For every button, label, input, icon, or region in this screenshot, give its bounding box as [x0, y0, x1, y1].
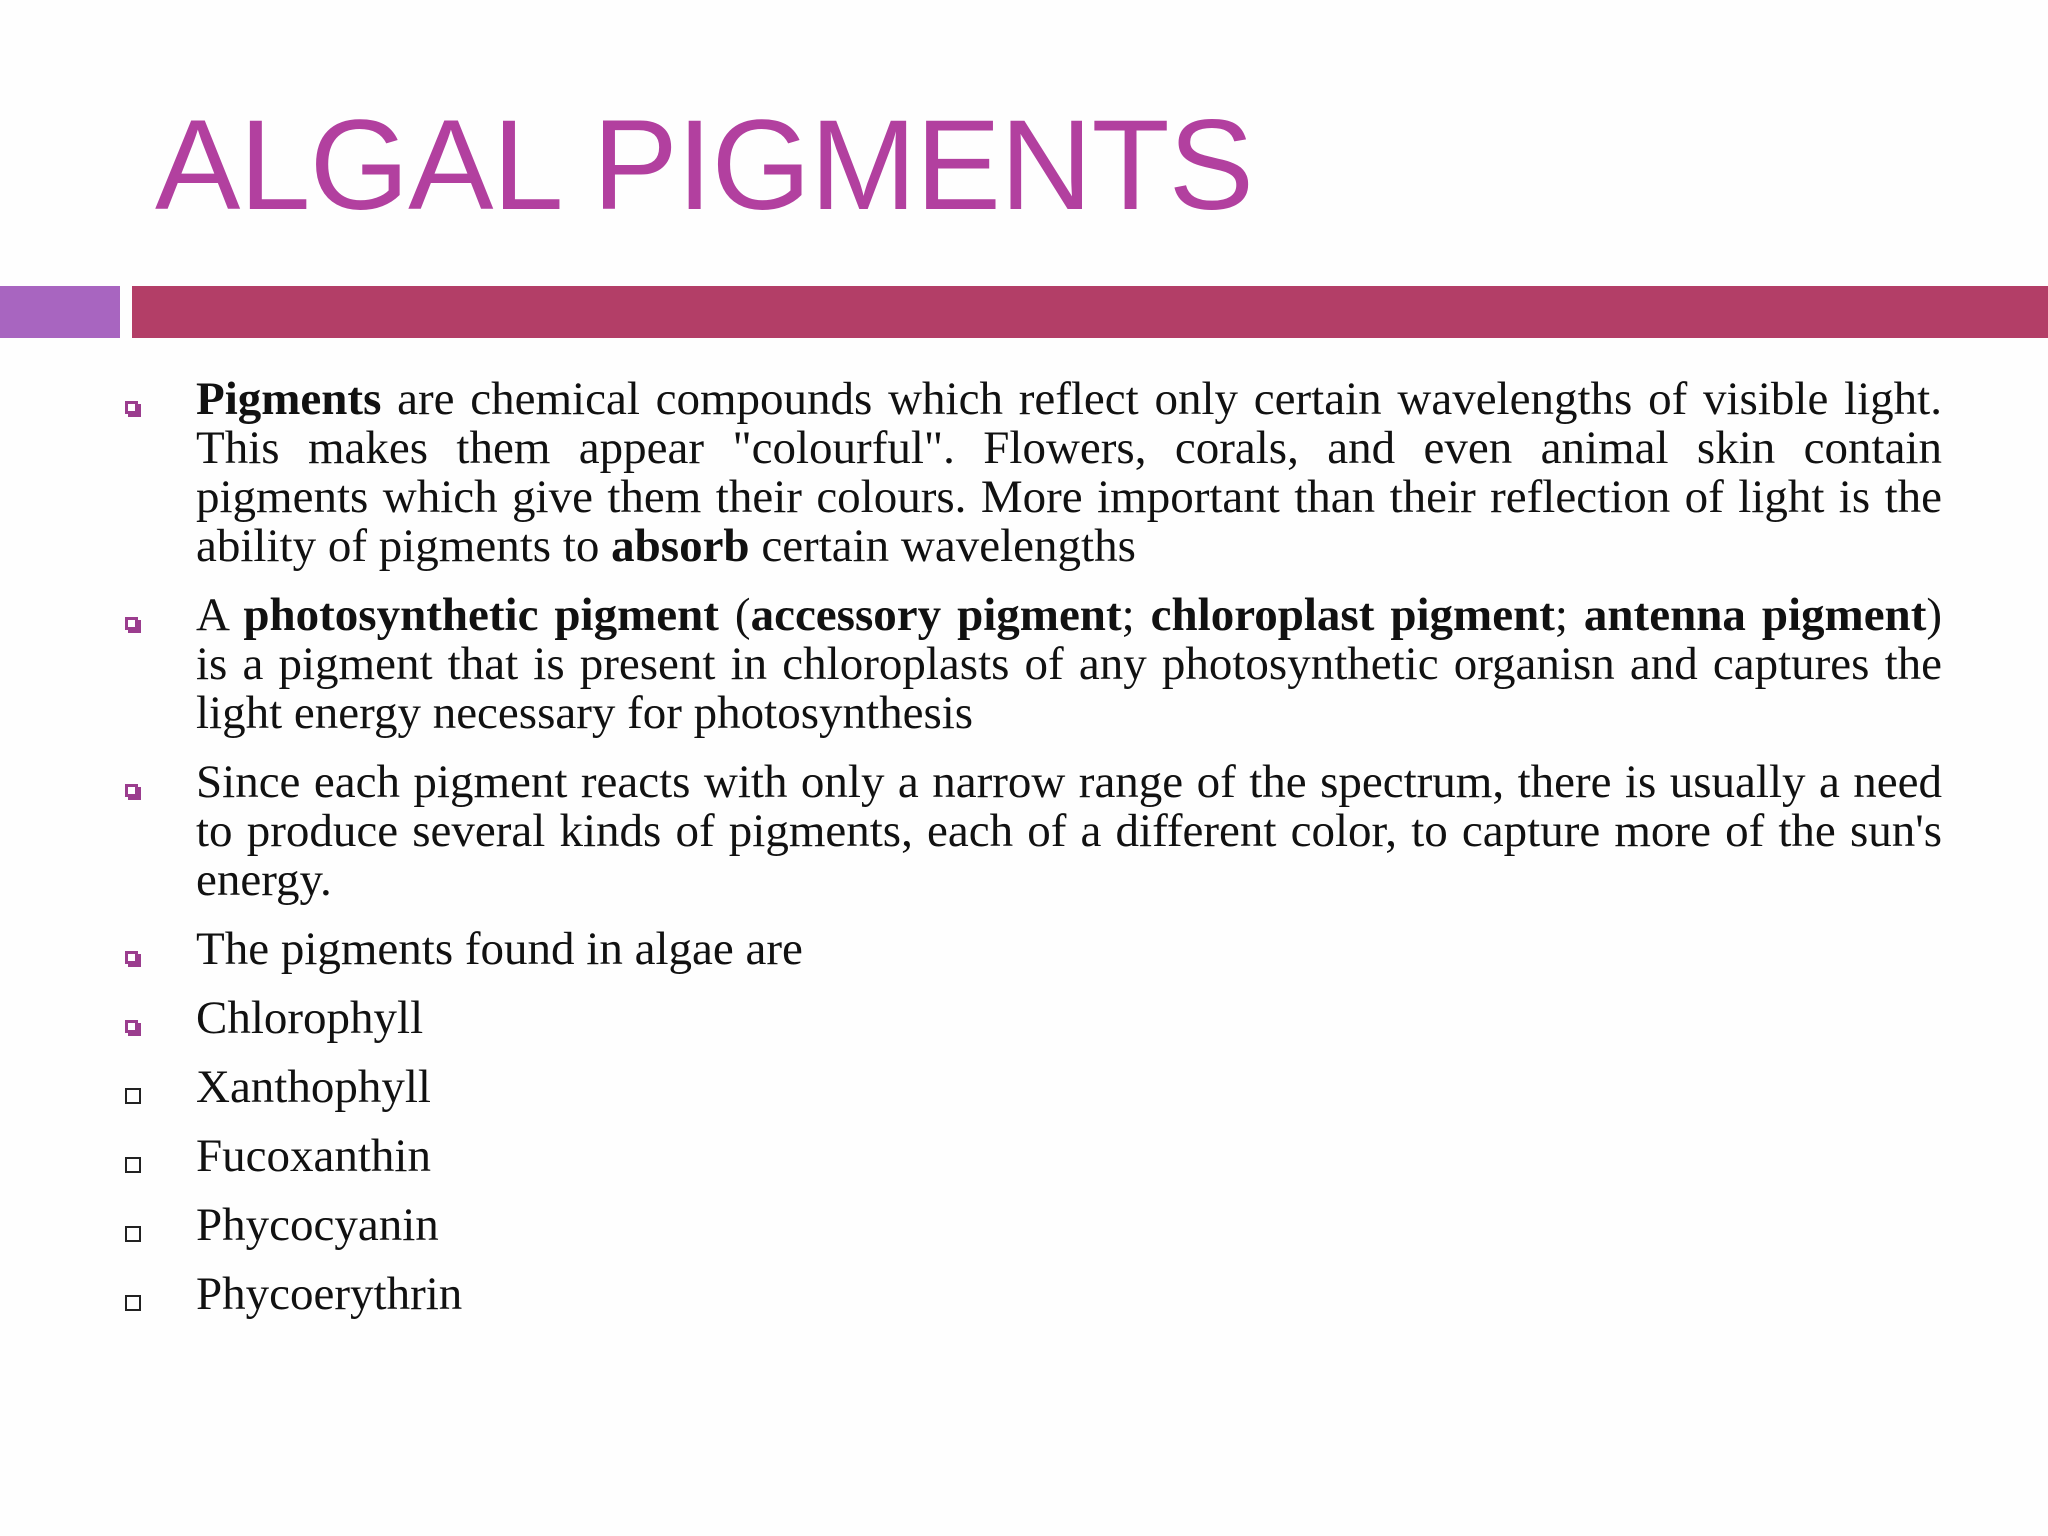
square-bullet-icon: [125, 617, 138, 630]
square-bullet-icon: [125, 1020, 138, 1033]
pigment-name: Xanthophyll: [196, 1061, 431, 1113]
term-photosynthetic-pigment: photosynthetic pigment: [243, 589, 719, 641]
title-accent-bar-left: [0, 286, 120, 338]
hollow-square-bullet-icon: [125, 1295, 141, 1311]
bullet-list: [0, 375, 2048, 1339]
term-antenna-pigment: antenna pigment: [1583, 589, 1927, 641]
text-segment: certain wavelengths: [749, 520, 1136, 572]
text-segment: The pigments found in algae are: [196, 923, 803, 975]
pigment-name: Chlorophyll: [196, 992, 424, 1044]
hollow-square-bullet-icon: [125, 1157, 141, 1173]
text-segment: ;: [1121, 589, 1151, 641]
text-segment: (: [718, 589, 751, 641]
list-item-xanthophyll: [0, 1063, 1942, 1112]
list-item-fucoxanthin: [0, 1132, 1942, 1181]
text-segment: Since each pigment reacts with only a narrow range of the spectrum, there is usually a need to produce several kinds of pigments, each of a different color, to capture more of the sun's energy.: [196, 756, 1942, 906]
slide-title: ALGAL PIGMENTS: [155, 94, 1253, 237]
square-bullet-icon: [125, 951, 138, 964]
text-segment: ;: [1554, 589, 1584, 641]
pigment-name: Phycoerythrin: [196, 1268, 463, 1320]
list-item-chlorophyll: [0, 994, 1942, 1043]
bullet-spectrum-range: [0, 758, 1942, 905]
square-bullet-icon: [125, 401, 138, 414]
list-item-phycoerythrin: [0, 1270, 1942, 1319]
term-pigments: Pigments: [196, 373, 382, 425]
hollow-square-bullet-icon: [125, 1088, 141, 1104]
bullet-pigments-definition: [0, 375, 1942, 571]
term-chloroplast-pigment: chloroplast pigment: [1150, 589, 1555, 641]
term-absorb: absorb: [611, 520, 750, 572]
pigment-name: Phycocyanin: [196, 1199, 439, 1251]
text-segment: A: [196, 589, 244, 641]
term-accessory-pigment: accessory pigment: [750, 589, 1122, 641]
square-bullet-icon: [125, 784, 138, 797]
bullet-photosynthetic-pigment: [0, 591, 1942, 738]
pigment-name: Fucoxanthin: [196, 1130, 431, 1182]
list-item-phycocyanin: [0, 1201, 1942, 1250]
bullet-pigments-found-in-algae: [0, 925, 1942, 974]
text-segment: are chemical compounds which reflect only certain wavelengths of visible light. This makes them appear "colourful". Flowers, corals, and even animal skin contain pigments which give them their colours. More important than their reflection of light is the ability of pigments to: [196, 373, 1942, 572]
text-segment: ) is a pigment that is present in chloroplasts of any photosynthetic organisn and captures the light energy necessary for photosynthesis: [196, 589, 1942, 739]
hollow-square-bullet-icon: [125, 1226, 141, 1242]
title-accent-bar-right: [132, 286, 2048, 338]
